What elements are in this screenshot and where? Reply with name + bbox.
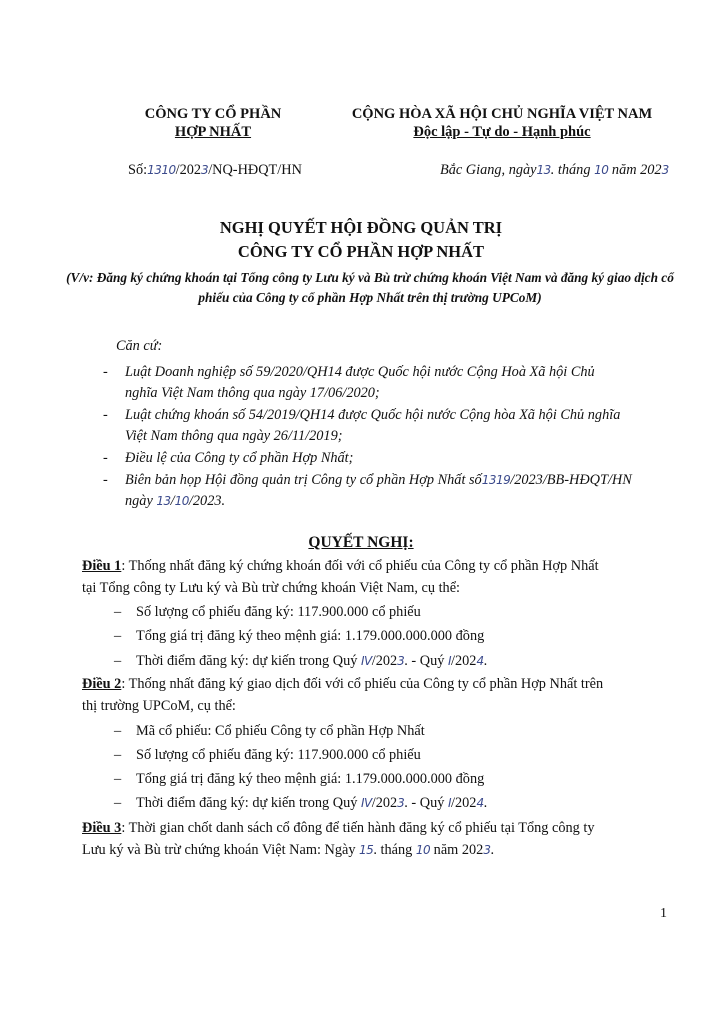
page-number: 1 (660, 906, 667, 921)
year-prefix: /202 (451, 653, 477, 669)
record-year-digit: 3 (483, 843, 491, 857)
basis-item-4: - Biên bản họp Hội đồng quản trị Công ty cổ phần Hợp Nhất số1319/2023/BB-HĐQT/HN (103, 472, 632, 488)
bullet-text: Tổng giá trị đăng ký theo mệnh giá: 1.179.000.000.000 đồng (136, 771, 485, 787)
article-1-line1 (82, 556, 599, 577)
basis-item-3: - Điều lệ của Công ty cổ phần Hợp Nhất; (103, 450, 354, 466)
article-3-text: : Thời gian chốt danh sách cổ đông để tiến hành đăng ký cổ phiếu tại Tổng công ty (121, 820, 595, 836)
minutes-number-handwritten: 1319 (481, 473, 511, 487)
time-prefix: Thời điểm đăng ký: dự kiến trong Quý (136, 795, 361, 811)
date-month: 10 (594, 163, 609, 177)
article-2-line1 (82, 674, 603, 695)
year-prefix: /202 (371, 653, 398, 669)
article-1-line2: tại Tổng công ty Lưu ký và Bù trừ chứng khoán Việt Nam, cụ thể: (82, 580, 461, 596)
bullet-text: Tổng giá trị đăng ký theo mệnh giá: 1.179.000.000.000 đồng (136, 628, 485, 644)
motto (332, 124, 672, 141)
resolution-subtitle: (V/v: Đăng ký chứng khoán tại Tổng công ty Lưu ký và Bù trừ chứng khoán Việt Nam và đăng ký giao dịch cổ phiếu của Công ty cổ phần Hợp Nhất trên thị trường UPCoM) (66, 270, 674, 305)
quarter-2: I (447, 796, 452, 810)
bullet-text: Số lượng cổ phiếu đăng ký: 117.900.000 cổ phiếu (136, 604, 421, 620)
year-digit: 4 (476, 796, 484, 810)
date-label: ngày (125, 493, 153, 509)
minutes-number-suffix: /2023/BB-HĐQT/HN (510, 472, 632, 488)
basis-item-1: - Luật Doanh nghiệp số 59/2020/QH14 được Quốc hội nước Cộng Hoà Xã hội Chủ (103, 364, 595, 380)
record-day: 15 (359, 843, 374, 857)
bullet-text: Mã cổ phiếu: Cổ phiếu Công ty cổ phần Hợp Nhất (136, 723, 425, 739)
resolution-heading: QUYẾT NGHỊ: (308, 534, 414, 551)
quarter-1: IV (360, 654, 372, 668)
article-3-text: Lưu ký và Bù trừ chứng khoán Việt Nam: Ngày (82, 842, 360, 858)
place-label: Bắc Giang, ngày (440, 162, 537, 178)
minutes-month: 10 (174, 494, 189, 508)
article-2-bullet-1: – Mã cổ phiếu: Cổ phiếu Công ty cổ phần Hợp Nhất (114, 723, 425, 739)
article-1-bullet-3: – Thời điểm đăng ký: dự kiến trong Quý IV/2023. - Quý I/2024. (114, 653, 488, 669)
minutes-day: 13 (156, 494, 171, 508)
article-2-bullet-3: – Tổng giá trị đăng ký theo mệnh giá: 1.179.000.000.000 đồng (114, 771, 485, 787)
basis-item-2-cont: Việt Nam thông qua ngày 26/11/2019; (125, 428, 343, 444)
quarter-sep: . - Quý (404, 653, 448, 669)
doc-number-middle: /202 (175, 162, 202, 178)
company-name-underlined: HỢP NHẤT (174, 124, 252, 140)
quarter-sep: . - Quý (404, 795, 448, 811)
article-3-line2 (82, 840, 494, 861)
doc-number-handwritten: 1310 (147, 163, 176, 177)
place-date (440, 162, 669, 179)
time-prefix: Thời điểm đăng ký: dự kiến trong Quý (136, 653, 361, 669)
record-month: 10 (415, 843, 431, 857)
slash: / (170, 493, 175, 509)
year-prefix: /202 (451, 795, 477, 811)
country-name: CỘNG HÒA XÃ HỘI CHỦ NGHĨA VIỆT NAM (351, 106, 653, 122)
resolution-title-line2: CÔNG TY CỔ PHẦN HỢP NHẤT (237, 242, 485, 261)
resolution-title-line1: NGHỊ QUYẾT HỘI ĐỒNG QUẢN TRỊ (219, 218, 503, 237)
company-name-line1: CÔNG TY CỔ PHẦN (144, 106, 282, 122)
period: . (483, 795, 488, 811)
quarter-1: IV (360, 796, 372, 810)
article-2-label: Điều 2 (82, 676, 122, 692)
article-2-line2: thị trường UPCoM, cụ thể: (82, 698, 236, 714)
doc-number-suffix: /NQ-HĐQT/HN (208, 162, 302, 178)
document-number (128, 162, 302, 179)
article-1-bullet-2: – Tổng giá trị đăng ký theo mệnh giá: 1.179.000.000.000 đồng (114, 628, 485, 644)
year-label: năm 202 (430, 842, 484, 858)
doc-number-prefix: Số: (128, 162, 148, 178)
basis-item-1-cont: nghĩa Việt Nam thông qua ngày 17/06/2020; (125, 385, 380, 401)
date-day: 13 (536, 163, 551, 177)
article-2-bullet-2: – Số lượng cổ phiếu đăng ký: 117.900.000 cổ phiếu (114, 747, 421, 763)
article-3-line1 (82, 818, 595, 839)
doc-year-handwritten: 3 (201, 163, 209, 177)
period: . (490, 842, 495, 858)
bullet-text: Số lượng cổ phiếu đăng ký: 117.900.000 cổ phiếu (136, 747, 421, 763)
year-label: năm 202 (611, 162, 662, 178)
article-1-label: Điều 1 (82, 558, 122, 574)
company-name-line2 (128, 124, 298, 141)
year-digit: 4 (476, 654, 484, 668)
article-2-bullet-4: – Thời điểm đăng ký: dự kiến trong Quý IV/2023. - Quý I/2024. (114, 795, 488, 811)
year-digit: 3 (397, 654, 405, 668)
basis-text: Biên bản họp Hội đồng quản trị Công ty cổ phần Hợp Nhất số (125, 472, 482, 488)
date-year-digit: 3 (661, 163, 669, 177)
basis-heading: Căn cứ: (116, 338, 163, 354)
month-label: . tháng (373, 842, 416, 858)
basis-text: Luật chứng khoán số 54/2019/QH14 được Quốc hội nước Cộng hòa Xã hội Chủ nghĩa (125, 407, 621, 423)
article-1-text: : Thống nhất đăng ký chứng khoán đối với cổ phiếu của Công ty cổ phần Hợp Nhất (121, 558, 599, 574)
basis-item-2: - Luật chứng khoán số 54/2019/QH14 được Quốc hội nước Cộng hòa Xã hội Chủ nghĩa (103, 407, 621, 423)
article-3-label: Điều 3 (82, 820, 122, 836)
article-1-bullet-1: – Số lượng cổ phiếu đăng ký: 117.900.000 cổ phiếu (114, 604, 421, 620)
motto-text: Độc lập - Tự do - Hạnh phúc (413, 124, 591, 140)
basis-item-4-cont (125, 491, 225, 511)
basis-text: Luật Doanh nghiệp số 59/2020/QH14 được Quốc hội nước Cộng Hoà Xã hội Chủ (125, 364, 595, 380)
article-2-text: : Thống nhất đăng ký giao dịch đối với cổ phiếu của Công ty cổ phần Hợp Nhất trên (121, 676, 604, 692)
minutes-year: /2023. (188, 493, 226, 509)
year-digit: 3 (397, 796, 405, 810)
basis-text: Điều lệ của Công ty cổ phần Hợp Nhất; (125, 450, 354, 466)
quarter-2: I (447, 654, 452, 668)
period: . (483, 653, 488, 669)
year-prefix: /202 (371, 795, 398, 811)
month-label: . tháng (550, 162, 591, 178)
